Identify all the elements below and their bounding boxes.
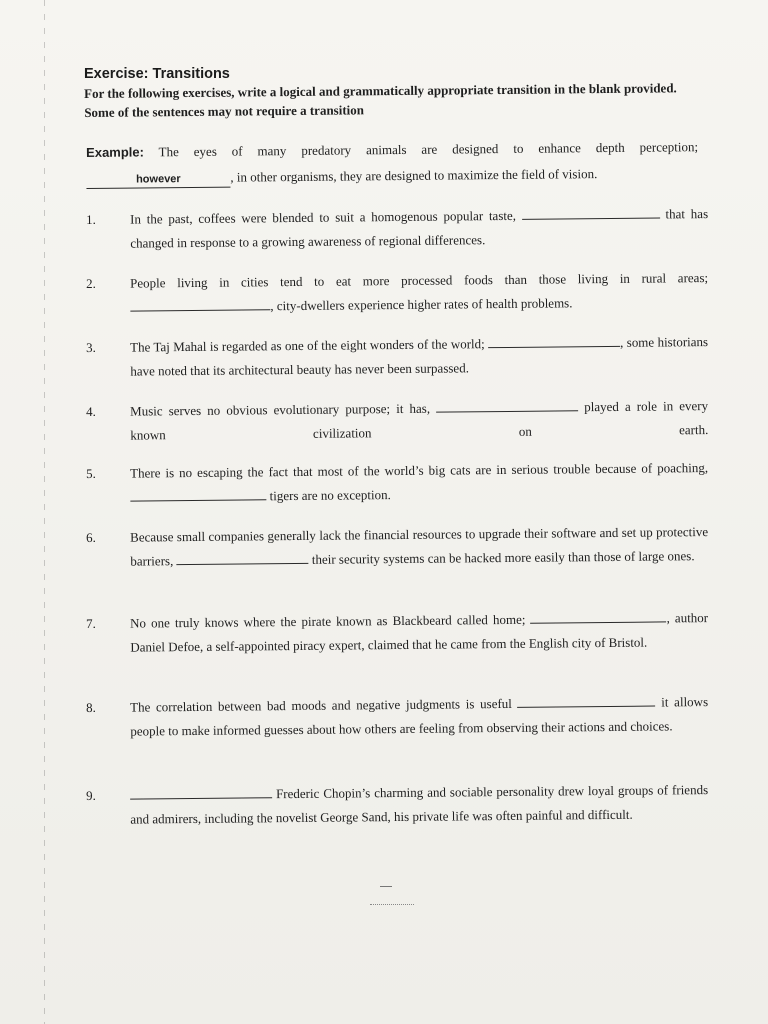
item-text-before: The correlation between bad moods and negative judgments is useful	[130, 695, 512, 715]
item-text	[130, 520, 708, 574]
exercise-item-7	[86, 606, 708, 660]
item-text-after: it allows people to make informed guesses about how others are feeling from observing their actions and choices.	[130, 694, 709, 739]
item-text-after: played a role in every known civilization on earth.	[130, 398, 709, 443]
example-text-before: The eyes of many predatory animals are designed to enhance depth perception;	[158, 139, 699, 160]
exercise-item-3	[86, 330, 708, 384]
item-number: 1.	[86, 211, 96, 227]
item-text-after: tigers are no exception.	[269, 487, 391, 504]
item-text-after: that has changed in response to a growing awareness of regional differences.	[130, 206, 709, 251]
item-number: 6.	[86, 529, 96, 545]
example-answer: however	[86, 171, 230, 189]
exercise-item-4	[86, 394, 708, 448]
exercise-item-1	[86, 202, 708, 256]
exercise-item-2	[86, 266, 708, 320]
item-text	[130, 266, 708, 320]
item-text-before: No one truly knows where the pirate known as Blackbeard called home;	[130, 611, 526, 631]
item-number: 7.	[86, 615, 96, 631]
smudge-dotted-line	[370, 904, 414, 905]
item-text-after: Frederic Chopin’s charming and sociable personality drew loyal groups of friends and admirers, including the novelist George Sand, his private life was often painful and difficult.	[130, 782, 709, 827]
item-text-before: In the past, coffees were blended to suit a homogenous popular taste,	[130, 207, 517, 227]
item-text-after: , some historians have noted that its architectural beauty has never been surpassed.	[130, 334, 709, 379]
answer-blank[interactable]	[436, 397, 578, 412]
example-line-1	[86, 134, 698, 166]
item-number: 8.	[86, 699, 96, 715]
answer-blank[interactable]	[517, 693, 655, 708]
item-text-before: Because small companies generally lack the financial resources to upgrade their software and set up protective barriers,	[130, 524, 709, 569]
answer-blank[interactable]	[176, 550, 308, 565]
item-text-after: , author Daniel Defoe, a self-appointed piracy expert, claimed that he came from the English city of Bristol.	[130, 610, 709, 655]
exercise-item-5	[86, 456, 708, 510]
page-title: Exercise: Transitions	[84, 66, 230, 82]
item-text-before: People living in cities tend to eat more processed foods than those living in rural areas;	[130, 270, 709, 291]
exercise-item-8	[86, 690, 708, 744]
scan-binding-edge	[44, 0, 45, 1024]
example-block	[86, 134, 698, 192]
scan-smudge-mark	[368, 880, 420, 910]
smudge-dash	[380, 886, 392, 887]
item-text	[130, 394, 708, 448]
item-number: 5.	[86, 465, 96, 481]
example-text-after: , in other organisms, they are designed to maximize the field of vision.	[230, 166, 598, 185]
answer-blank[interactable]	[130, 486, 266, 501]
item-text-after: their security systems can be hacked more easily than those of large ones.	[311, 548, 695, 567]
answer-blank[interactable]	[130, 784, 272, 799]
item-text	[130, 330, 708, 384]
answer-blank[interactable]	[488, 333, 620, 348]
answer-blank[interactable]	[530, 608, 666, 623]
answer-blank[interactable]	[130, 296, 270, 311]
item-number: 3.	[86, 339, 96, 355]
item-text	[130, 778, 708, 832]
item-number: 4.	[86, 403, 96, 419]
item-text	[130, 690, 708, 744]
item-number: 2.	[86, 275, 96, 291]
item-text	[130, 202, 708, 256]
item-number: 9.	[86, 787, 96, 803]
instructions: For the following exercises, write a logical and grammatically appropriate transition in the blank provided. Some of the sentences may not require a transition	[84, 80, 677, 120]
item-text	[130, 456, 708, 510]
example-label: Example:	[86, 144, 145, 160]
exercise-item-9	[86, 778, 708, 832]
answer-blank[interactable]	[522, 204, 660, 219]
exercise-item-6	[86, 520, 708, 574]
item-text-before: Music serves no obvious evolutionary purpose; it has,	[130, 400, 431, 419]
item-text-before: The Taj Mahal is regarded as one of the eight wonders of the world;	[130, 336, 485, 355]
item-text	[130, 606, 708, 660]
item-text-before: There is no escaping the fact that most of the world’s big cats are in serious trouble because of poaching,	[130, 460, 709, 481]
item-text-after: , city-dwellers experience higher rates of health problems.	[270, 295, 573, 314]
